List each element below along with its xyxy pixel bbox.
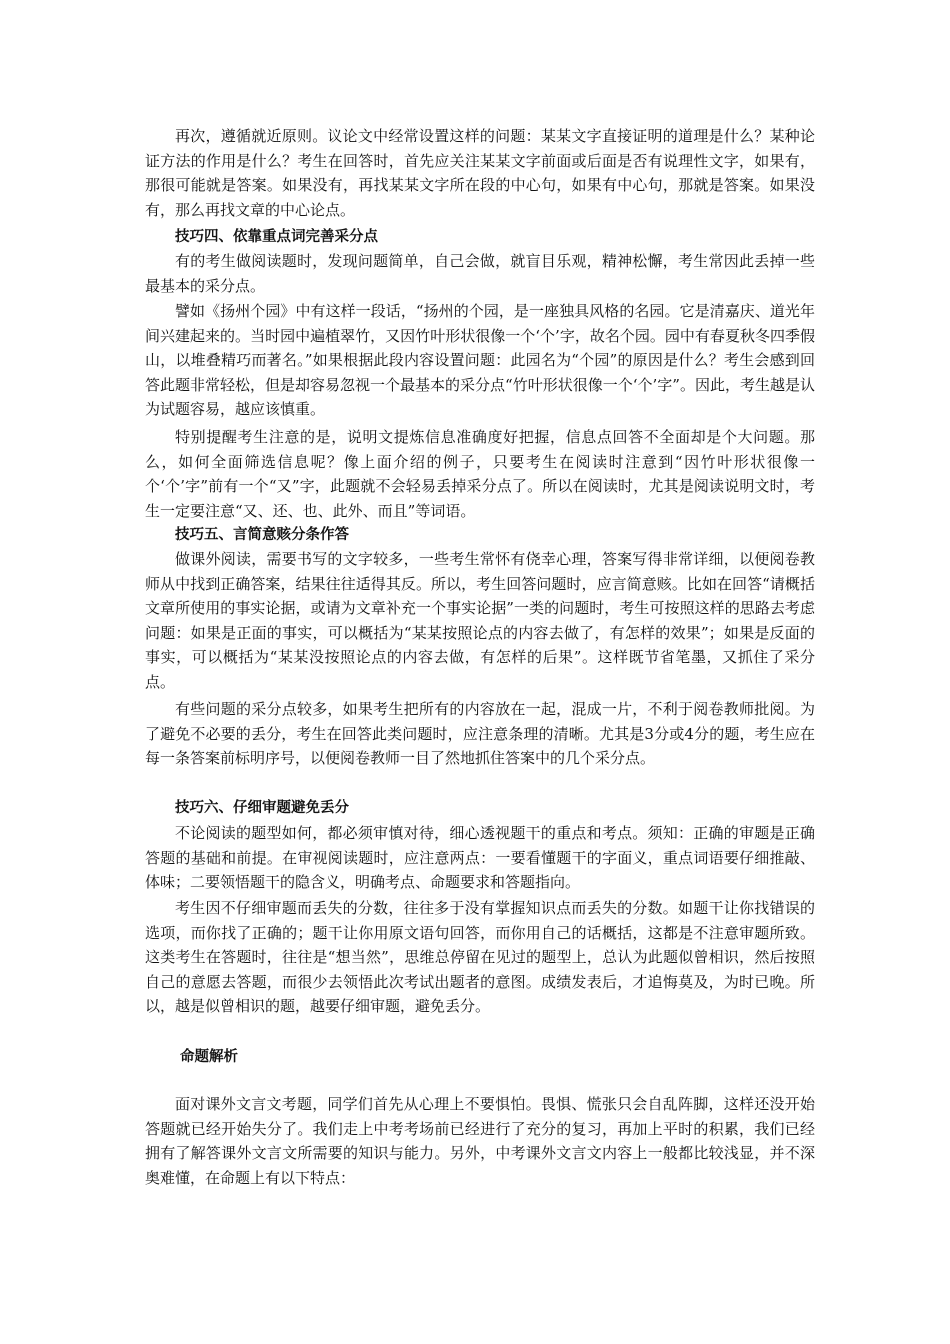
paragraph-careful-reading: 不论阅读的题型如何，都必须审慎对待，细心透视题干的重点和考点。须知：正确的审题是正确答题的基础和前提。在审视阅读题时，应注意两点：一要看懂题干的字面义，重点词语要仔细推敲、体味；二要领悟题干的隐含义，明确考点、命题要求和答题指向。 <box>145 824 815 891</box>
paragraph-classical-chinese: 面对课外文言文考题，同学们首先从心理上不要惧怕。畏惧、慌张只会自乱阵脚，这样还没开始答题就已经开始失分了。我们走上中考考场前已经进行了充分的复习，再加上平时的积累，我们已经拥有了解答课外文言文所需要的知识与能力。另外，中考课外文言文内容上一般都比较浅显，并不深奥难懂，在命题上有以下特点： <box>145 1095 815 1187</box>
heading-tip-five: 技巧五、言简意赅分条作答 <box>175 527 349 543</box>
heading-tip-six: 技巧六、仔细审题避免丢分 <box>175 800 349 816</box>
paragraph-overconfidence: 有的考生做阅读题时，发现问题简单，自己会做，就盲目乐观，精神松懈，考生常因此丢掉一些最基本的采分点。 <box>145 252 815 295</box>
heading-tip-four: 技巧四、依靠重点词完善采分点 <box>175 229 378 245</box>
paragraph-numbered-points: 有些问题的采分点较多，如果考生把所有的内容放在一起，混成一片，不利于阅卷教师批阅。为了避免不必要的丢分，考生在回答此类问题时，应注意条理的清晰。尤其是3分或4分的题，考生应在每一条答案前标明序号，以便阅卷教师一目了然地抓住答案中的几个采分点。 <box>145 700 815 767</box>
paragraph-concise-answers: 做课外阅读，需要书写的文字较多，一些考生常怀有侥幸心理，答案写得非常详细，以便阅卷教师从中找到正确答案，结果往往适得其反。所以，考生回答问题时，应言简意赅。比如在回答“请概括文章所使用的事实论据，或请为文章补充一个事实论据”一类的问题时，考生可按照这样的思路去考虑问题：如果是正面的事实，可以概括为“某某按照论点的内容去做了，有怎样的效果”；如果是反面的事实，可以概括为“某某没按照论点的内容去做，有怎样的后果”。这样既节省笔墨，又抓住了采分点。 <box>145 550 815 691</box>
paragraph-keyword-reminder: 特别提醒考生注意的是，说明文提炼信息准确度好把握，信息点回答不全面却是个大问题。那么，如何全面筛选信息呢？像上面介绍的例子，只要考生在阅读时注意到“因竹叶形状很像一个‘个’字”前有一个“又”字，此题就不会轻易丢掉采分点了。所以在阅读时，尤其是阅读说明文时，考生一定要注意“又、还、也、此外、而且”等词语。 <box>145 428 815 520</box>
heading-analysis: 命题解析 <box>180 1049 238 1065</box>
paragraph-yangzhou-example: 譬如《扬州个园》中有这样一段话，“扬州的个园，是一座独具风格的名园。它是清嘉庆、道光年间兴建起来的。当时园中遍植翠竹，又因竹叶形状很像一个‘个’字，故名个园。园中有春夏秋冬四季假山，以堆叠精巧而著名。”如果根据此段内容设置问题：此园名为“个园”的原因是什么？考生会感到回答此题非常轻松，但是却容易忽视一个最基本的采分点“竹叶形状很像一个‘个’字”。因此，考生越是认为试题容易，越应该慎重。 <box>145 302 815 418</box>
paragraph-lost-points: 考生因不仔细审题而丢失的分数，往往多于没有掌握知识点而丢失的分数。如题干让你找错误的选项，而你找了正确的；题干让你用原文语句回答，而你用自己的话概括，这都是不注意审题所致。这类考生在答题时，往往是“想当然”，思维总停留在见过的题型上，总认为此题似曾相识，然后按照自己的意愿去答题，而很少去领悟此次考试出题者的意图。成绩发表后，才追悔莫及，为时已晚。所以，越是似曾相识的题，越要仔细审题，避免丢分。 <box>145 899 815 1015</box>
paragraph-nearby-principle: 再次，遵循就近原则。议论文中经常设置这样的问题：某某文字直接证明的道理是什么？某种论证方法的作用是什么？考生在回答时，首先应关注某某文字前面或后面是否有说理性文字，如果有，那很可能就是答案。如果没有，再找某某文字所在段的中心句，如果有中心句，那就是答案。如果没有，那么再找文章的中心论点。 <box>145 127 815 219</box>
